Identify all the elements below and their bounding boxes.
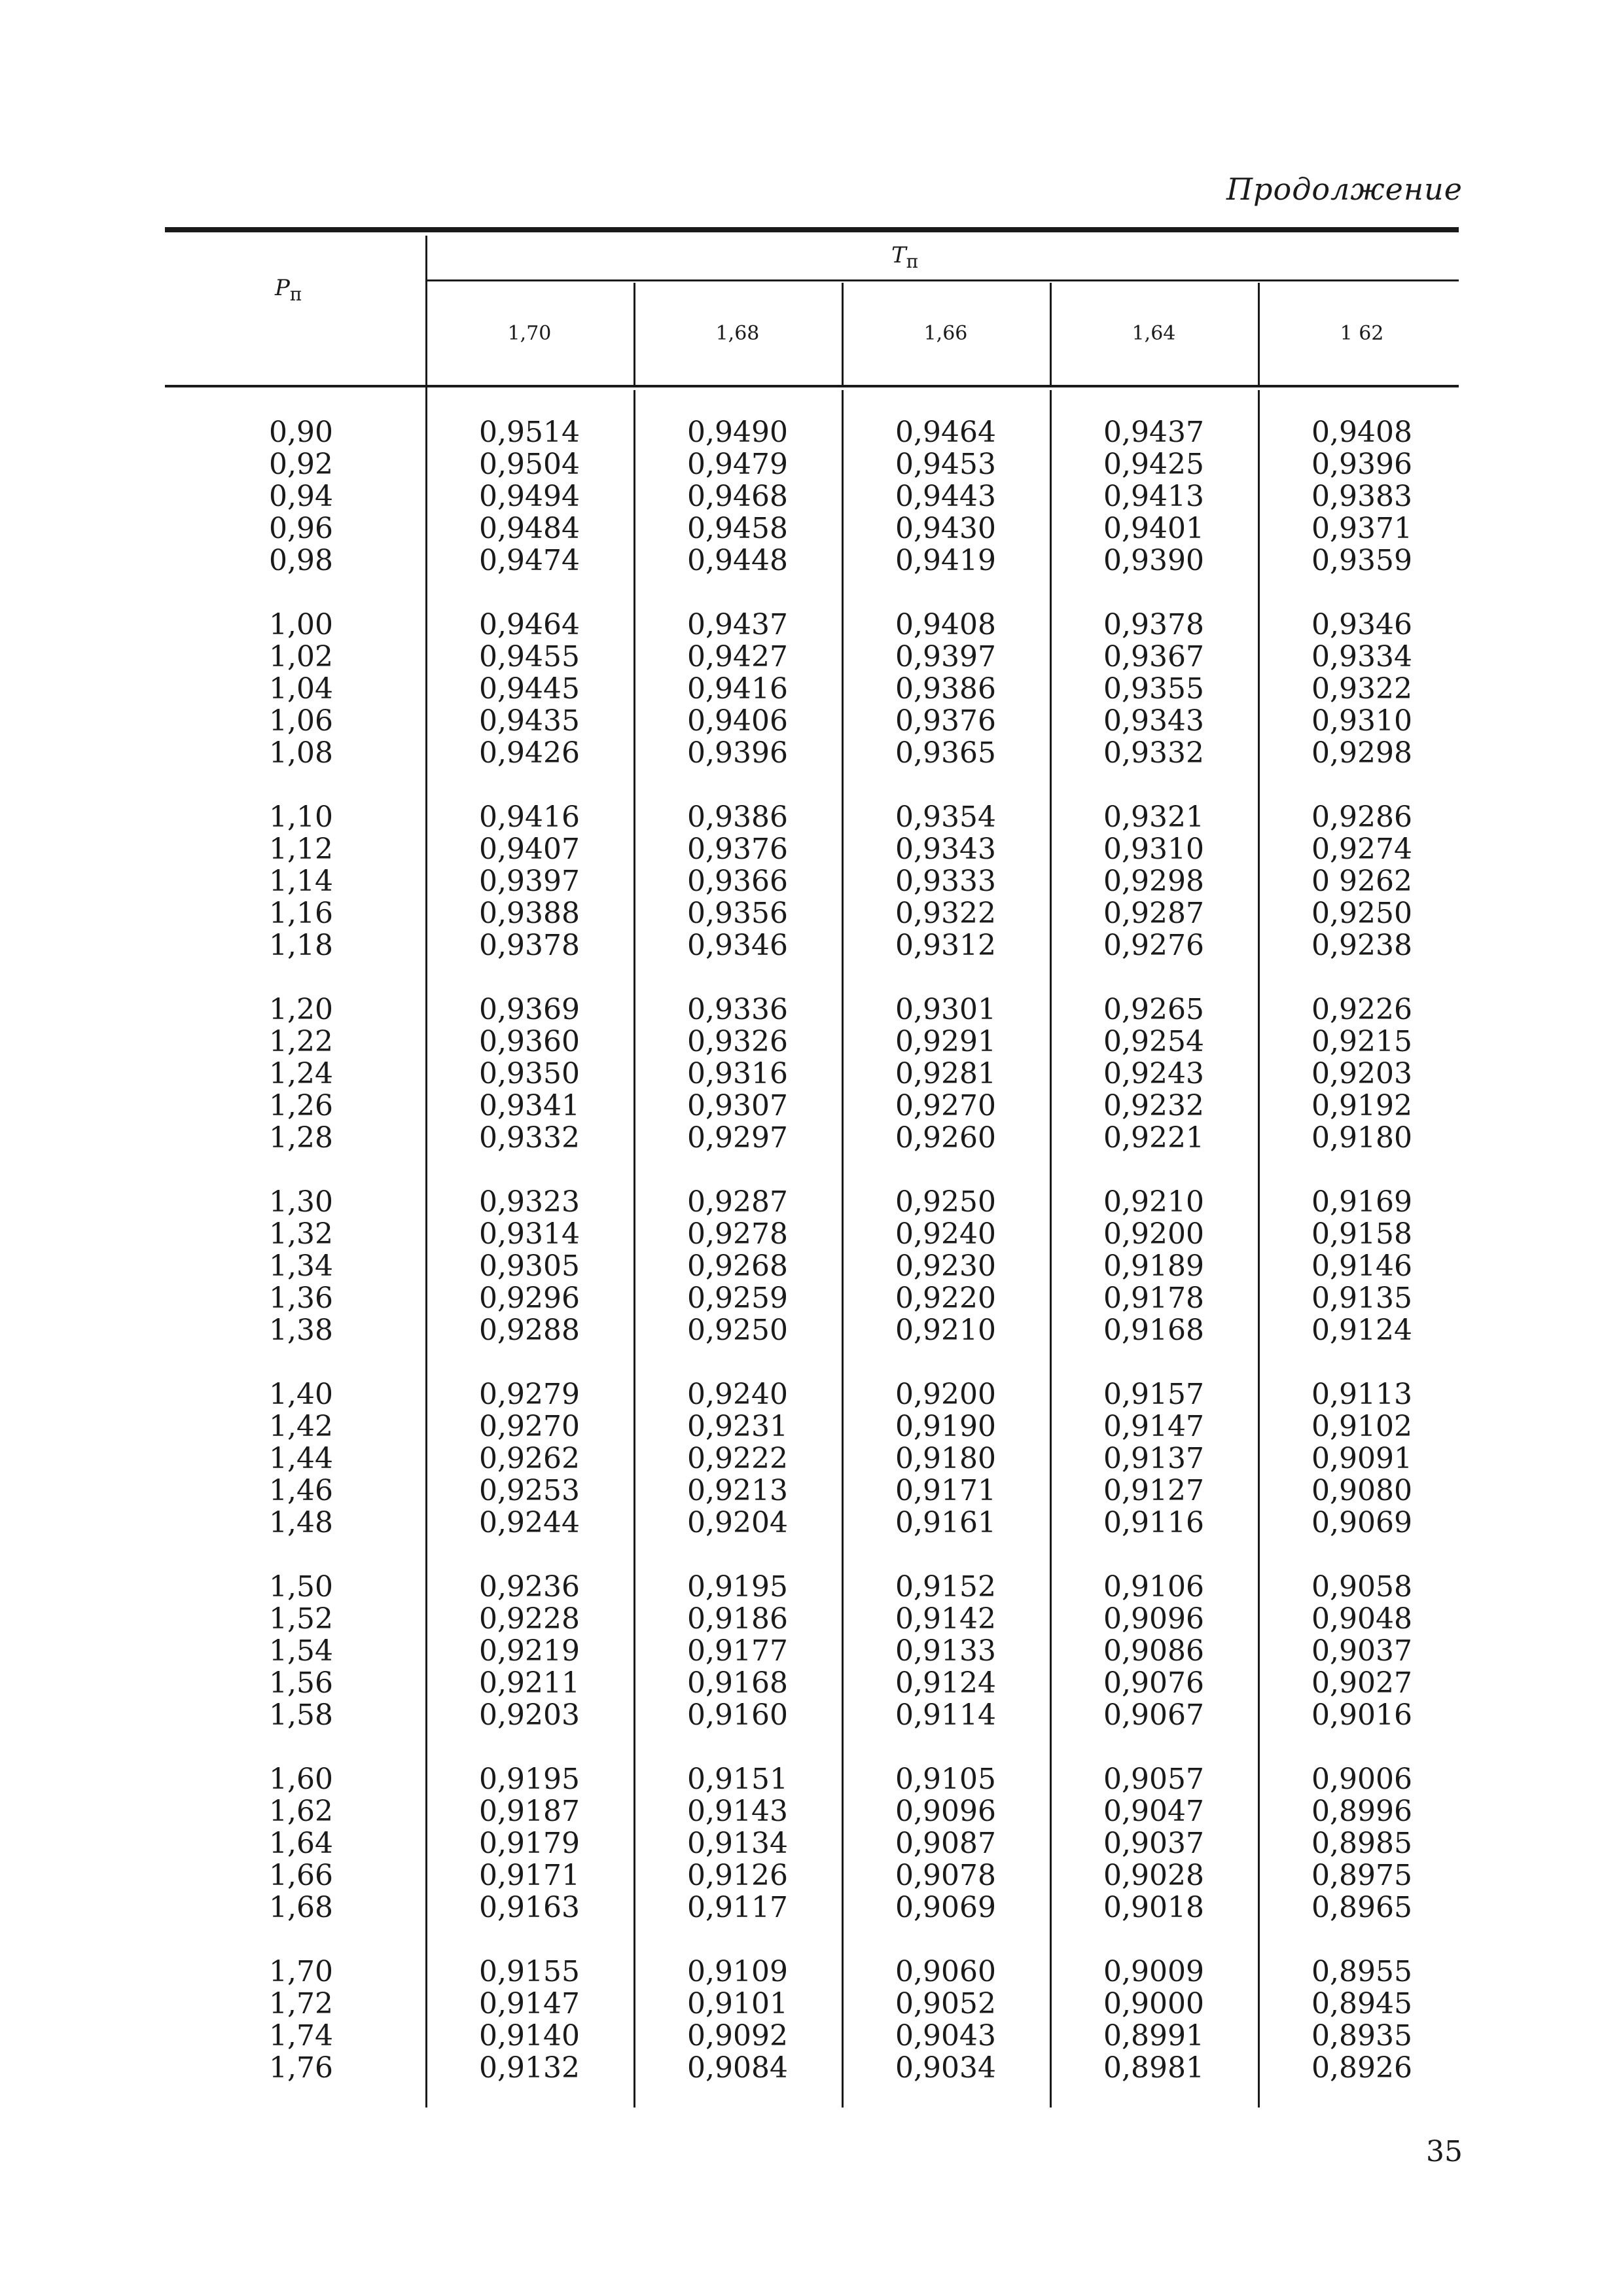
table-cell: 0,9281 [895,1057,996,1090]
table-cell: 0,9069 [1311,1506,1412,1539]
table-cell: 0,9408 [1311,416,1412,449]
table-cell: 0,9226 [1311,993,1412,1026]
table-cell: 0,9084 [687,2051,788,2085]
table-cell: 0,8965 [1311,1891,1412,1924]
table-cell: 0,9200 [1103,1217,1204,1251]
p-value: 1,56 [269,1666,333,1700]
table-cell: 0,9157 [1103,1378,1204,1411]
table-cell: 0,9253 [479,1474,580,1507]
p-value: 1,06 [269,704,333,738]
table-cell: 0,9186 [687,1602,788,1636]
table-cell: 0,8955 [1311,1955,1412,1988]
table-cell: 0,9401 [1103,512,1204,545]
table-cell: 0,9006 [1311,1763,1412,1796]
table-cell: 0,9408 [895,608,996,641]
table-cell: 0,9343 [1103,704,1204,738]
table-cell: 0,9221 [1103,1121,1204,1155]
table-cell: 0,9143 [687,1795,788,1828]
table-cell: 0,9287 [1103,897,1204,930]
table-cell: 0,9009 [1103,1955,1204,1988]
table-cell: 0,9200 [895,1378,996,1411]
column-header: 1,70 [507,322,552,345]
table-cell: 0,9397 [895,640,996,673]
table-cell: 0,9419 [895,544,996,577]
table-cell: 0,9279 [479,1378,580,1411]
table-cell: 0,9087 [895,1827,996,1860]
p-value: 1,44 [269,1442,333,1475]
table-cell: 0,9052 [895,1987,996,2020]
column-header: 1,66 [923,322,968,345]
table-cell: 0,8975 [1311,1859,1412,1892]
p-value: 1,28 [269,1121,333,1155]
table-cell: 0,9336 [687,993,788,1026]
table-cell: 0,9158 [1311,1217,1412,1251]
table-cell: 0,9504 [479,448,580,481]
table-cell: 0,9341 [479,1089,580,1122]
table-cell: 0,9000 [1103,1987,1204,2020]
table-cell: 0,9203 [479,1698,580,1732]
table-cell: 0,9058 [1311,1570,1412,1604]
table-cell: 0,9268 [687,1249,788,1283]
table-cell: 0,9106 [1103,1570,1204,1604]
table-cell: 0,9426 [479,736,580,770]
p-value: 1,40 [269,1378,333,1411]
table-cell: 0,9274 [1311,833,1412,866]
table-cell: 0,9151 [687,1763,788,1796]
p-value: 1,12 [269,833,333,866]
table-cell: 0,9355 [1103,672,1204,706]
table-cell: 0,9307 [687,1089,788,1122]
header-bottom-rule [165,385,1459,387]
table-cell: 0,9147 [479,1987,580,2020]
table-cell: 0,9133 [895,1634,996,1668]
table-cell: 0,9215 [1311,1025,1412,1058]
table-cell: 0,9086 [1103,1634,1204,1668]
table-cell: 0,9076 [1103,1666,1204,1700]
p-value: 0,94 [269,480,333,513]
table-cell: 0,8935 [1311,2019,1412,2053]
table-cell: 0,9312 [895,929,996,962]
table-cell: 0,9346 [687,929,788,962]
table-cell: 0,9376 [895,704,996,738]
p-value: 1,62 [269,1795,333,1828]
table-cell: 0,9474 [479,544,580,577]
table-cell: 0,9230 [895,1249,996,1283]
table-cell: 0,9265 [1103,993,1204,1026]
t-group-header: $T_п$ [891,242,919,272]
p-value: 1,42 [269,1410,333,1443]
table-cell: 0,9383 [1311,480,1412,513]
p-value: 1,58 [269,1698,333,1732]
table-cell: 0,9291 [895,1025,996,1058]
table-cell: 0,9080 [1311,1474,1412,1507]
table-cell: 0,9366 [687,865,788,898]
table-cell: 0,9069 [895,1891,996,1924]
p-value: 1,30 [269,1185,333,1219]
table-cell: 0,9396 [687,736,788,770]
p-value: 0,92 [269,448,333,481]
table-cell: 0 9262 [1311,865,1412,898]
table-cell: 0,9152 [895,1570,996,1604]
table-cell: 0,9250 [687,1314,788,1347]
column-divider [1050,283,1052,385]
table-cell: 0,9101 [687,1987,788,2020]
table-cell: 0,9238 [1311,929,1412,962]
table-cell: 0,9102 [1311,1410,1412,1443]
table-cell: 0,9332 [1103,736,1204,770]
table-cell: 0,9244 [479,1506,580,1539]
table-cell: 0,9034 [895,2051,996,2085]
header-sub-rule [425,279,1459,281]
continuation-label: Продолжение [1226,171,1463,207]
table-cell: 0,9195 [479,1763,580,1796]
table-cell: 0,9430 [895,512,996,545]
table-cell: 0,9479 [687,448,788,481]
p-value: 1,46 [269,1474,333,1507]
p-value: 0,96 [269,512,333,545]
table-cell: 0,9435 [479,704,580,738]
column-header: 1 62 [1340,322,1384,345]
p-value: 1,38 [269,1314,333,1347]
table-cell: 0,9240 [687,1378,788,1411]
table-cell: 0,9160 [687,1698,788,1732]
table-cell: 0,9140 [479,2019,580,2053]
column-divider [842,283,844,385]
table-cell: 0,9305 [479,1249,580,1283]
column-header: 1,64 [1132,322,1176,345]
table-cell: 0,8926 [1311,2051,1412,2085]
table-cell: 0,9369 [479,993,580,1026]
table-cell: 0,9359 [1311,544,1412,577]
table-cell: 0,9407 [479,833,580,866]
table-cell: 0,9178 [1103,1282,1204,1315]
table-cell: 0,8985 [1311,1827,1412,1860]
table-cell: 0,9332 [479,1121,580,1155]
table-cell: 0,9416 [479,800,580,834]
table-cell: 0,8996 [1311,1795,1412,1828]
table-cell: 0,9464 [895,416,996,449]
table-cell: 0,9354 [895,800,996,834]
table-cell: 0,9028 [1103,1859,1204,1892]
table-cell: 0,9192 [1311,1089,1412,1122]
table-cell: 0,9484 [479,512,580,545]
table-cell: 0,9124 [1311,1314,1412,1347]
table-cell: 0,9171 [895,1474,996,1507]
table-cell: 0,9250 [895,1185,996,1219]
p-value: 1,02 [269,640,333,673]
table-cell: 0,9437 [687,608,788,641]
table-cell: 0,9453 [895,448,996,481]
table-cell: 0,9278 [687,1217,788,1251]
table-cell: 0,9117 [687,1891,788,1924]
p-value: 0,90 [269,416,333,449]
table-cell: 0,9448 [687,544,788,577]
table-cell: 0,9388 [479,897,580,930]
table-cell: 0,9171 [479,1859,580,1892]
table-cell: 0,9016 [1311,1698,1412,1732]
table-cell: 0,9180 [1311,1121,1412,1155]
table-cell: 0,9091 [1311,1442,1412,1475]
table-cell: 0,9346 [1311,608,1412,641]
table-cell: 0,9298 [1311,736,1412,770]
p-value: 1,74 [269,2019,333,2053]
table-cell: 0,9397 [479,865,580,898]
p-value: 1,20 [269,993,333,1026]
table-cell: 0,9322 [895,897,996,930]
table-cell: 0,9116 [1103,1506,1204,1539]
table-cell: 0,9259 [687,1282,788,1315]
column-divider [1258,283,1260,385]
table-cell: 0,9222 [687,1442,788,1475]
table-cell: 0,9254 [1103,1025,1204,1058]
table-cell: 0,9413 [1103,480,1204,513]
table-cell: 0,9310 [1311,704,1412,738]
table-cell: 0,9124 [895,1666,996,1700]
p-value: 1,34 [269,1249,333,1283]
table-cell: 0,9232 [1103,1089,1204,1122]
table-cell: 0,9213 [687,1474,788,1507]
table-cell: 0,9427 [687,640,788,673]
p-value: 1,10 [269,800,333,834]
table-cell: 0,9514 [479,416,580,449]
table-cell: 0,9458 [687,512,788,545]
p-value: 1,04 [269,672,333,706]
p-value: 1,54 [269,1634,333,1668]
p-value: 1,18 [269,929,333,962]
p-value: 1,66 [269,1859,333,1892]
table-cell: 0,9314 [479,1217,580,1251]
table-cell: 0,9078 [895,1859,996,1892]
table-cell: 0,9276 [1103,929,1204,962]
table-cell: 0,9177 [687,1634,788,1668]
table-cell: 0,9027 [1311,1666,1412,1700]
table-cell: 0,9390 [1103,544,1204,577]
table-cell: 0,9356 [687,897,788,930]
p-value: 0,98 [269,544,333,577]
table-cell: 0,9236 [479,1570,580,1604]
table-cell: 0,9270 [895,1089,996,1122]
table-cell: 0,9494 [479,480,580,513]
table-cell: 0,9297 [687,1121,788,1155]
table-cell: 0,9043 [895,2019,996,2053]
table-cell: 0,9322 [1311,672,1412,706]
table-cell: 0,9250 [1311,897,1412,930]
table-cell: 0,9334 [1311,640,1412,673]
table-cell: 0,9018 [1103,1891,1204,1924]
page-number: 35 [1426,2135,1463,2168]
table-cell: 0,9243 [1103,1057,1204,1090]
table-cell: 0,9163 [479,1891,580,1924]
table-cell: 0,9386 [895,672,996,706]
table-cell: 0,9047 [1103,1795,1204,1828]
table-cell: 0,9113 [1311,1378,1412,1411]
table-cell: 0,9416 [687,672,788,706]
p-value: 1,16 [269,897,333,930]
table-cell: 0,9057 [1103,1763,1204,1796]
table-cell: 0,9270 [479,1410,580,1443]
p-value: 1,50 [269,1570,333,1604]
table-cell: 0,9437 [1103,416,1204,449]
table-cell: 0,9326 [687,1025,788,1058]
p-value: 1,64 [269,1827,333,1860]
table-cell: 0,9137 [1103,1442,1204,1475]
table-cell: 0,9142 [895,1602,996,1636]
p-value: 1,72 [269,1987,333,2020]
table-cell: 0,9260 [895,1121,996,1155]
p-value: 1,08 [269,736,333,770]
table-cell: 0,9301 [895,993,996,1026]
table-cell: 0,9048 [1311,1602,1412,1636]
table-cell: 0,9298 [1103,865,1204,898]
p-value: 1,52 [269,1602,333,1636]
table-cell: 0,9060 [895,1955,996,1988]
table-cell: 0,9127 [1103,1474,1204,1507]
table-cell: 0,8945 [1311,1987,1412,2020]
p-value: 1,22 [269,1025,333,1058]
table-cell: 0,9406 [687,704,788,738]
table-cell: 0,9189 [1103,1249,1204,1283]
p-value: 1,14 [269,865,333,898]
table-cell: 0,9126 [687,1859,788,1892]
table-cell: 0,9161 [895,1506,996,1539]
table-cell: 0,9443 [895,480,996,513]
table-cell: 0,9455 [479,640,580,673]
p-value: 1,48 [269,1506,333,1539]
table-cell: 0,9464 [479,608,580,641]
table-cell: 0,9168 [1103,1314,1204,1347]
table-cell: 0,9316 [687,1057,788,1090]
p-value: 1,24 [269,1057,333,1090]
p-value: 1,00 [269,608,333,641]
table-cell: 0,9287 [687,1185,788,1219]
table-cell: 0,9360 [479,1025,580,1058]
table-cell: 0,9037 [1311,1634,1412,1668]
table-cell: 0,9037 [1103,1827,1204,1860]
table-cell: 0,9147 [1103,1410,1204,1443]
table-cell: 0,9180 [895,1442,996,1475]
table-cell: 0,9296 [479,1282,580,1315]
table-cell: 0,9190 [895,1410,996,1443]
table-cell: 0,9490 [687,416,788,449]
table-cell: 0,9135 [1311,1282,1412,1315]
table-cell: 0,9220 [895,1282,996,1315]
p-value: 1,26 [269,1089,333,1122]
p-value: 1,32 [269,1217,333,1251]
table-cell: 0,9210 [1103,1185,1204,1219]
table-cell: 0,9350 [479,1057,580,1090]
table-cell: 0,9179 [479,1827,580,1860]
table-cell: 0,9105 [895,1763,996,1796]
p-value: 1,70 [269,1955,333,1988]
table-cell: 0,9204 [687,1506,788,1539]
table-cell: 0,9378 [1103,608,1204,641]
table-cell: 0,9445 [479,672,580,706]
table-cell: 0,9333 [895,865,996,898]
table-cell: 0,9468 [687,480,788,513]
table-cell: 0,9228 [479,1602,580,1636]
table-cell: 0,9168 [687,1666,788,1700]
table-cell: 0,9109 [687,1955,788,1988]
table-cell: 0,9365 [895,736,996,770]
column-divider [633,283,635,385]
table-cell: 0,9425 [1103,448,1204,481]
table-cell: 0,9114 [895,1698,996,1732]
p-value: 1,76 [269,2051,333,2085]
table-cell: 0,9288 [479,1314,580,1347]
table-cell: 0,9195 [687,1570,788,1604]
table-cell: 0,9231 [687,1410,788,1443]
table-cell: 0,9146 [1311,1249,1412,1283]
table-cell: 0,9203 [1311,1057,1412,1090]
table-cell: 0,9321 [1103,800,1204,834]
table-cell: 0,9219 [479,1634,580,1668]
table-cell: 0,9343 [895,833,996,866]
table-cell: 0,9187 [479,1795,580,1828]
column-header: 1,68 [715,322,760,345]
table-cell: 0,9067 [1103,1698,1204,1732]
table-cell: 0,9371 [1311,512,1412,545]
table-cell: 0,9211 [479,1666,580,1700]
table-cell: 0,9376 [687,833,788,866]
table-cell: 0,9367 [1103,640,1204,673]
table-top-rule [165,227,1459,232]
table-cell: 0,9096 [895,1795,996,1828]
table-cell: 0,9210 [895,1314,996,1347]
table-cell: 0,8991 [1103,2019,1204,2053]
table-cell: 0,9386 [687,800,788,834]
table-cell: 0,9323 [479,1185,580,1219]
table-cell: 0,9286 [1311,800,1412,834]
p-value: 1,68 [269,1891,333,1924]
table-cell: 0,9134 [687,1827,788,1860]
p-value: 1,60 [269,1763,333,1796]
table-cell: 0,9096 [1103,1602,1204,1636]
table-cell: 0,9396 [1311,448,1412,481]
table-cell: 0,8981 [1103,2051,1204,2085]
table-cell: 0,9378 [479,929,580,962]
table-cell: 0,9132 [479,2051,580,2085]
table-cell: 0,9155 [479,1955,580,1988]
table-cell: 0,9240 [895,1217,996,1251]
p-column-header: $P_п$ [275,275,302,305]
p-value: 1,36 [269,1282,333,1315]
table-cell: 0,9310 [1103,833,1204,866]
table-cell: 0,9262 [479,1442,580,1475]
table-cell: 0,9092 [687,2019,788,2053]
table-cell: 0,9169 [1311,1185,1412,1219]
